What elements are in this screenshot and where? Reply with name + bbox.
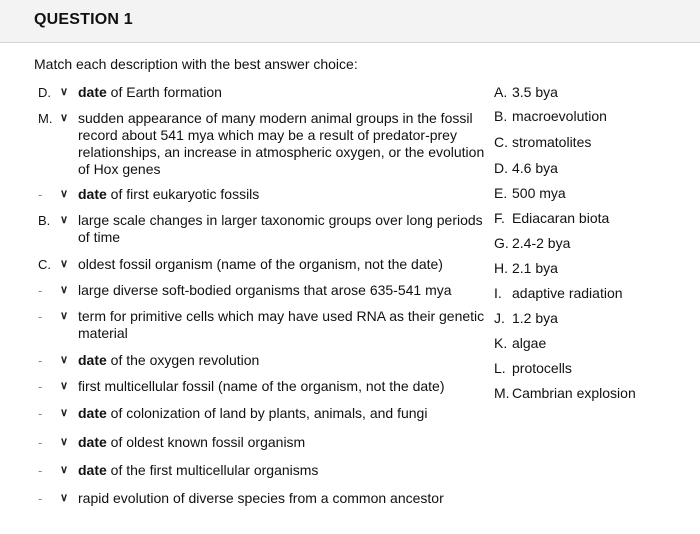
chevron-down-icon[interactable]: ∨ — [60, 380, 69, 392]
choice-letter: J. — [494, 310, 505, 326]
description-emphasis: date — [78, 352, 107, 368]
answer-choice — [494, 310, 558, 326]
description-text: of the oxygen revolution — [106, 352, 260, 368]
answer-select[interactable] — [30, 282, 74, 299]
answer-select[interactable] — [30, 212, 74, 229]
description-text: oldest fossil organism (name of the organism, not the date) — [78, 256, 443, 272]
description-emphasis: date — [78, 186, 107, 202]
description-text: large scale changes in larger taxonomic groups over long periods of time — [78, 212, 483, 245]
match-description — [78, 256, 488, 273]
selected-value: - — [38, 435, 43, 450]
selected-value: D. — [38, 85, 51, 100]
instruction-text: Match each description with the best answer choice: — [34, 56, 358, 72]
chevron-down-icon[interactable]: ∨ — [60, 464, 69, 476]
chevron-down-icon[interactable]: ∨ — [60, 284, 69, 296]
description-emphasis: date — [78, 405, 107, 421]
choice-letter: G. — [494, 235, 509, 251]
answer-select[interactable] — [30, 110, 74, 127]
chevron-down-icon[interactable]: ∨ — [60, 310, 69, 322]
description-text: term for primitive cells which may have used RNA as their genetic material — [78, 308, 485, 341]
selected-value: - — [38, 463, 43, 478]
choice-text: protocells — [512, 360, 572, 376]
choice-text: algae — [512, 335, 547, 351]
choice-text: Cambrian explosion — [512, 385, 636, 401]
description-text: of colonization of land by plants, animals, and fungi — [106, 405, 428, 421]
choice-text: stromatolites — [512, 134, 592, 150]
description-text: of first eukaryotic fossils — [106, 186, 260, 202]
choice-text: 1.2 bya — [512, 310, 558, 326]
choice-text: 3.5 bya — [512, 84, 558, 100]
description-text: large diverse soft-bodied organisms that arose 635-541 mya — [78, 282, 452, 298]
chevron-down-icon[interactable]: ∨ — [60, 86, 69, 98]
selected-value: M. — [38, 111, 53, 126]
answer-choice — [494, 210, 609, 226]
selected-value: - — [38, 353, 43, 368]
chevron-down-icon[interactable]: ∨ — [60, 407, 69, 419]
answer-choice — [494, 260, 558, 276]
choice-letter: B. — [494, 108, 508, 124]
match-description — [78, 490, 488, 507]
choice-letter: I. — [494, 285, 502, 301]
choice-letter: C. — [494, 134, 508, 150]
answer-choice — [494, 360, 572, 376]
choice-text: 4.6 bya — [512, 160, 558, 176]
match-description — [78, 405, 488, 422]
answer-select[interactable] — [30, 462, 74, 479]
answer-select[interactable] — [30, 308, 74, 325]
selected-value: - — [38, 491, 43, 506]
choice-letter: M. — [494, 385, 510, 401]
match-description — [78, 434, 488, 451]
selected-value: B. — [38, 213, 51, 228]
match-description — [78, 352, 488, 369]
answer-choice — [494, 108, 607, 124]
answer-choice — [494, 185, 566, 201]
description-text: sudden appearance of many modern animal groups in the fossil record about 541 mya which may be a result of predator-prey relationships, an increase in atmospheric oxygen, or the evolution of Hox genes — [78, 110, 485, 177]
question-title: QUESTION 1 — [34, 11, 133, 28]
answer-choice — [494, 160, 558, 176]
chevron-down-icon[interactable]: ∨ — [60, 188, 69, 200]
description-text: of Earth formation — [106, 84, 222, 100]
answer-choice — [494, 134, 591, 150]
match-description — [78, 308, 488, 342]
description-emphasis: date — [78, 462, 107, 478]
answer-select[interactable] — [30, 84, 74, 101]
answer-select[interactable] — [30, 405, 74, 422]
answer-choice — [494, 335, 546, 351]
selected-value: - — [38, 379, 43, 394]
selected-value: C. — [38, 257, 51, 272]
description-text: rapid evolution of diverse species from a common ancestor — [78, 490, 444, 506]
chevron-down-icon[interactable]: ∨ — [60, 112, 69, 124]
answer-choice — [494, 235, 570, 251]
answer-choice — [494, 84, 558, 100]
answer-select[interactable] — [30, 378, 74, 395]
answer-select[interactable] — [30, 434, 74, 451]
match-description — [78, 186, 488, 203]
choice-letter: K. — [494, 335, 508, 351]
description-text: of the first multicellular organisms — [106, 462, 319, 478]
answer-choice — [494, 285, 623, 301]
match-description — [78, 110, 488, 178]
choice-letter: A. — [494, 84, 508, 100]
choice-letter: F. — [494, 210, 505, 226]
description-text: of oldest known fossil organism — [106, 434, 306, 450]
description-text: first multicellular fossil (name of the organism, not the date) — [78, 378, 445, 394]
answer-choice — [494, 385, 636, 401]
choice-letter: H. — [494, 260, 508, 276]
answer-select[interactable] — [30, 490, 74, 507]
chevron-down-icon[interactable]: ∨ — [60, 436, 69, 448]
answer-select[interactable] — [30, 186, 74, 203]
selected-value: - — [38, 406, 43, 421]
choice-text: macroevolution — [512, 108, 607, 124]
choice-text: 500 mya — [512, 185, 566, 201]
chevron-down-icon[interactable]: ∨ — [60, 492, 69, 504]
description-emphasis: date — [78, 84, 107, 100]
choice-text: 2.4-2 bya — [512, 235, 571, 251]
selected-value: - — [38, 187, 43, 202]
answer-select[interactable] — [30, 256, 74, 273]
choice-text: Ediacaran biota — [512, 210, 610, 226]
selected-value: - — [38, 309, 43, 324]
chevron-down-icon[interactable]: ∨ — [60, 258, 69, 270]
question-header — [0, 0, 700, 43]
match-description — [78, 462, 488, 479]
description-emphasis: date — [78, 434, 107, 450]
choice-letter: D. — [494, 160, 508, 176]
choice-letter: E. — [494, 185, 508, 201]
match-description — [78, 212, 488, 246]
selected-value: - — [38, 283, 43, 298]
chevron-down-icon[interactable]: ∨ — [60, 214, 69, 226]
match-description — [78, 378, 488, 395]
chevron-down-icon[interactable]: ∨ — [60, 354, 69, 366]
choice-text: 2.1 bya — [512, 260, 558, 276]
choice-letter: L. — [494, 360, 506, 376]
match-description — [78, 282, 488, 299]
answer-select[interactable] — [30, 352, 74, 369]
match-description — [78, 84, 488, 101]
choice-text: adaptive radiation — [512, 285, 623, 301]
